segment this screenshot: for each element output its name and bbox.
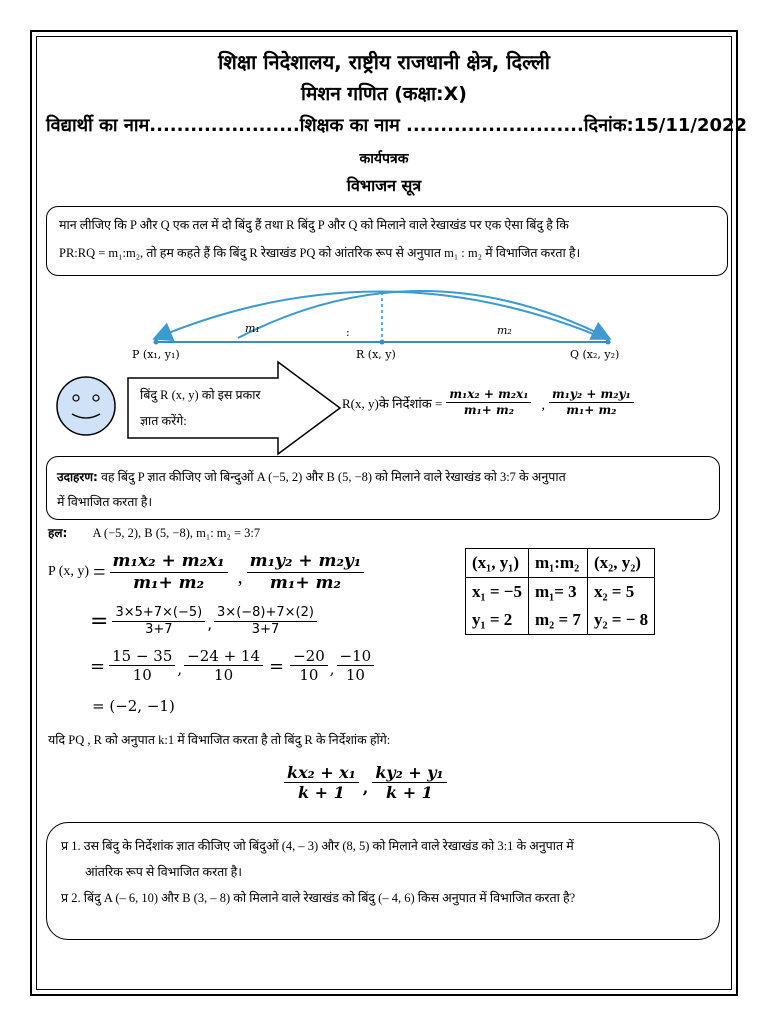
table-header-cell: (x₂, y₂) xyxy=(587,549,654,578)
table-cell: x₂ = 5 xyxy=(587,578,654,607)
definition-line1: मान लीजिए कि P और Q एक तल में दो बिंदु हैं तथा R बिंदु P और Q को मिलाने वाले रेखाखंड पर एक ऐसा बिंदु है कि xyxy=(59,218,569,232)
table-header-cell: m₁:m₂ xyxy=(528,549,587,578)
table-row xyxy=(466,606,655,635)
solution-step1 xyxy=(48,552,364,593)
k-y-denominator: k + 1 xyxy=(386,783,433,803)
comma: , xyxy=(329,660,335,679)
formula-x-numerator: m₁x₂ + m₂x₁ xyxy=(446,388,531,403)
k-x-denominator: k + 1 xyxy=(297,783,345,803)
k-y-numerator: ky₂ + y₁ xyxy=(372,764,446,783)
k-y-fraction xyxy=(372,764,446,803)
comma: , xyxy=(237,565,243,588)
p-label: P (x₁, y₁) xyxy=(132,348,180,361)
header-directorate: शिक्षा निदेशालय, राष्ट्रीय राजधानी क्षेत्र, दिल्ली xyxy=(218,50,550,74)
section-formula xyxy=(342,388,634,417)
formula-comma: , xyxy=(541,397,545,413)
step2-x-numerator: 3×5+7×(−5) xyxy=(112,606,205,622)
question-1-line1: प्र 1. उस बिंदु के निर्देशांक ज्ञात कीजिए जो बिंदुओं (4, – 3) और (8, 5) को मिलाने वाले रेखाखंड को 3:1 के अनुपात में xyxy=(61,839,574,853)
step2-y-denominator: 3+7 xyxy=(251,621,280,637)
point-p xyxy=(154,340,159,345)
point-r xyxy=(380,340,385,345)
table-header-row xyxy=(466,549,655,578)
step4-x-numerator: −20 xyxy=(290,648,328,666)
formula-x-denominator: m₁+ m₂ xyxy=(463,402,514,417)
example-line1 xyxy=(57,468,566,485)
p-coordinates-label: P (x, y) xyxy=(48,564,90,580)
smiley-face-icon xyxy=(54,374,118,438)
step3-x-fraction xyxy=(109,648,175,684)
table-cell: m₁= 3 xyxy=(528,578,587,607)
topic-title: विभाजन सूत्र xyxy=(346,176,422,195)
table-cell: x₁ = −5 xyxy=(466,578,529,607)
step1-x-numerator: m₁x₂ + m₂x₁ xyxy=(110,552,228,573)
step2-x-fraction xyxy=(112,606,205,638)
m2-label: m₂ xyxy=(497,324,512,337)
arrow-text-line1: बिंदु R (x, y) को इस प्रकार xyxy=(140,388,261,402)
example-text: वह बिंदु P ज्ञात कीजिए जो बिन्दुओं A (−5, 2) और B (5, −8) को मिलाने वाले रेखाखंड को 3:7 के अनुपात xyxy=(97,470,566,484)
question-1-line2: आंतरिक रूप से विभाजित करता है। xyxy=(85,865,243,879)
comma: , xyxy=(207,614,213,633)
step3-y-numerator: −24 + 14 xyxy=(184,648,263,666)
table-header-cell: (x₁, y₁) xyxy=(466,549,529,578)
questions-box xyxy=(46,822,720,940)
worksheet-label: कार्यपत्रक xyxy=(359,151,409,167)
ratio-colon: : xyxy=(346,326,350,339)
table-row xyxy=(466,578,655,607)
r-label: R (x, y) xyxy=(356,348,396,361)
step1-y-denominator: m₁+ m₂ xyxy=(269,572,341,593)
date-field: दिनांक:15/11/2022 xyxy=(583,115,748,136)
step3-x-denominator: 10 xyxy=(132,666,152,685)
step3-y-denominator: 10 xyxy=(214,666,234,685)
formula-x-fraction xyxy=(446,388,531,417)
step2-x-denominator: 3+7 xyxy=(145,621,173,637)
header-name-row xyxy=(46,113,748,137)
comma: , xyxy=(177,660,183,679)
comma: , xyxy=(362,777,369,797)
solution-given: A (−5, 2), B (5, −8), m₁: m₂ = 3:7 xyxy=(92,526,261,540)
formula-y-denominator: m₁+ m₂ xyxy=(566,402,617,417)
q-label: Q (x₂, y₂) xyxy=(570,348,620,361)
equals-sign: = xyxy=(93,559,106,585)
header-mission: मिशन गणित (कक्षा:X) xyxy=(301,83,467,105)
teacher-name-field: शिक्षक का नाम .......................... xyxy=(299,115,584,136)
step4-x-denominator: 10 xyxy=(299,666,319,685)
m1-label: m₁ xyxy=(245,322,260,335)
solution-given-row xyxy=(48,524,260,541)
solution-label: हल: xyxy=(48,526,68,540)
k-ratio-formula xyxy=(284,764,447,803)
equals-sign: = xyxy=(90,655,106,677)
question-2: प्र 2. बिंदु A (– 6, 10) और B (3, – 8) को मिलाने वाले रेखाखंड को बिंदु (– 4, 6) किस अनुपात में विभाजित करता है? xyxy=(61,891,576,905)
arrow-text-line2: ज्ञात करेंगे: xyxy=(140,414,187,428)
example-box xyxy=(46,456,720,520)
step1-x-denominator: m₁+ m₂ xyxy=(133,572,205,593)
definition-line2: PR:RQ = m₁:m₂, तो हम कहते हैं कि बिंदु R रेखाखंड PQ को आंतरिक रूप से अनुपात m₁ : m₂ में विभाजित करता है। xyxy=(59,246,581,260)
table-cell: y₂ = − 8 xyxy=(587,606,654,635)
big-arrow-shape xyxy=(126,360,344,456)
step1-x-fraction xyxy=(110,552,228,593)
step4-y-denominator: 10 xyxy=(345,666,365,685)
step2-y-fraction xyxy=(214,606,317,638)
formula-y-fraction xyxy=(549,388,634,417)
step4-y-fraction xyxy=(337,648,375,684)
equals-sign: = xyxy=(269,655,285,677)
student-name-field: विद्यार्थी का नाम...................... xyxy=(46,115,300,136)
solution-result: = (−2, −1) xyxy=(92,697,175,715)
solution-step3 xyxy=(90,648,374,684)
values-table xyxy=(465,548,655,635)
example-label: उदाहरण: xyxy=(57,470,98,484)
step4-y-numerator: −10 xyxy=(337,648,375,666)
step3-y-fraction xyxy=(184,648,263,684)
step1-y-fraction xyxy=(247,552,365,593)
k-x-fraction xyxy=(284,764,359,803)
step2-y-numerator: 3×(−8)+7×(2) xyxy=(214,606,317,622)
k-ratio-text: यदि PQ , R को अनुपात k:1 में विभाजित करता है तो बिंदु R के निर्देशांक होंगे: xyxy=(48,733,391,747)
point-q xyxy=(606,340,611,345)
formula-prefix: R(x, y)के निर्देशांक = xyxy=(342,395,443,411)
equals-sign: = xyxy=(90,609,109,635)
formula-y-numerator: m₁y₂ + m₂y₁ xyxy=(549,388,634,403)
step1-y-numerator: m₁y₂ + m₂y₁ xyxy=(247,552,365,573)
table-cell: y₁ = 2 xyxy=(466,606,529,635)
example-line2: में विभाजित करता है। xyxy=(57,495,153,509)
solution-step2 xyxy=(90,606,317,638)
section-formula-diagram xyxy=(120,284,660,364)
step4-x-fraction xyxy=(290,648,328,684)
table-cell: m₂ = 7 xyxy=(528,606,587,635)
k-x-numerator: kx₂ + x₁ xyxy=(284,764,359,783)
step3-x-numerator: 15 − 35 xyxy=(109,648,175,666)
definition-box xyxy=(46,206,728,276)
